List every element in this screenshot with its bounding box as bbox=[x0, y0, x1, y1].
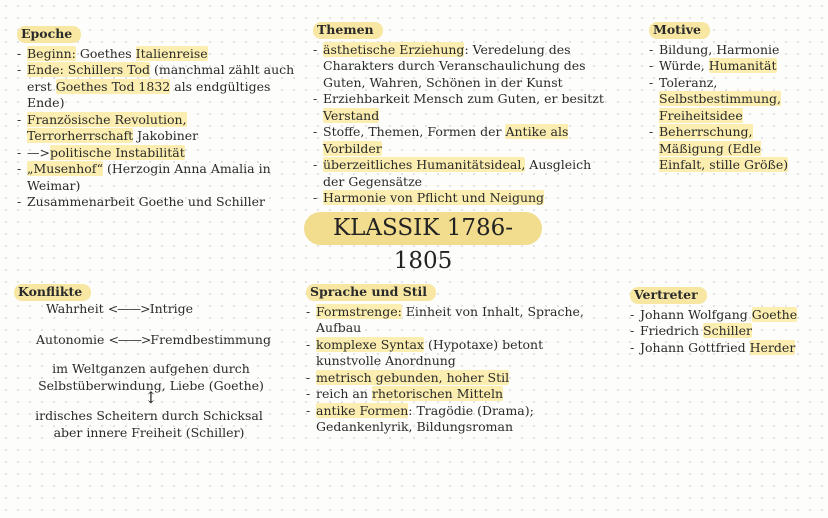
epoche-section bbox=[17, 26, 295, 211]
highlighted-text: Beginn: bbox=[27, 45, 76, 61]
text: Einheit von Inhalt, Sprache, Aufbau bbox=[316, 303, 584, 335]
konflikt-1-right: Intrige bbox=[149, 301, 194, 316]
konflikte-heading: Konflikte bbox=[14, 284, 91, 301]
list-item bbox=[649, 124, 809, 174]
text: Ausgleich der Gegensätze bbox=[323, 157, 592, 189]
list-item bbox=[630, 340, 810, 357]
highlighted-text: überzeitliches Humanitätsideal, bbox=[323, 157, 526, 172]
highlighted-text: Selbstbestimmung, Freiheitsidee bbox=[659, 91, 782, 123]
vertical-double-arrow-icon: ↕ bbox=[144, 388, 158, 407]
highlighted-text: metrisch gebunden, hoher Stil bbox=[316, 369, 510, 385]
vertreter-list bbox=[630, 307, 810, 357]
list-item bbox=[306, 337, 601, 370]
highlighted-text: rhetorischen Mitteln bbox=[371, 386, 503, 401]
konflikte-section bbox=[14, 284, 274, 440]
vertreter-section bbox=[630, 287, 810, 356]
list-item bbox=[17, 161, 295, 194]
text: Friedrich bbox=[640, 323, 704, 338]
motive-section bbox=[649, 22, 809, 174]
highlighted-text: Herder bbox=[749, 339, 796, 355]
highlighted-text: antike Formen bbox=[316, 402, 409, 418]
highlighted-text: Beherrschung, Mäßigung (Edle Einfalt, stille Größe) bbox=[659, 124, 789, 172]
highlighted-text: Goethe bbox=[751, 306, 798, 322]
text: Zusammenarbeit Goethe und Schiller bbox=[27, 194, 265, 209]
text: Erziehbarkeit Mensch zum Guten, er besitzt bbox=[323, 91, 604, 106]
list-item bbox=[306, 370, 601, 387]
text: (manchmal zählt auch erst bbox=[27, 62, 295, 94]
text: reich an bbox=[316, 386, 372, 401]
themen-list bbox=[313, 42, 613, 207]
list-item bbox=[649, 58, 809, 75]
sprache-heading: Sprache und Stil bbox=[306, 284, 436, 301]
sprache-list bbox=[306, 304, 601, 436]
list-item bbox=[313, 124, 613, 157]
text: : Veredelung des Charakters durch Veranschaulichung des Guten, Wahren, Schönen in der Kunst bbox=[323, 41, 586, 90]
vertreter-heading: Vertreter bbox=[630, 287, 707, 304]
text: (Hypotaxe) betont kunstvolle Anordnung bbox=[316, 336, 544, 368]
highlighted-text: Ende: Schillers Tod bbox=[27, 62, 151, 77]
highlighted-text: „Musenhof“ bbox=[27, 161, 104, 176]
highlighted-text: politische Instabilität bbox=[49, 144, 185, 160]
konflikt-schiller: irdisches Scheitern durch Schicksal aber innere Freiheit (Schiller) bbox=[35, 408, 263, 440]
double-arrow-icon: <——> bbox=[108, 332, 151, 347]
konflikt-pair-1 bbox=[46, 301, 193, 318]
highlighted-text: Antike als Vorbilder bbox=[323, 124, 569, 156]
konflikt-pair-2 bbox=[36, 332, 271, 349]
list-item bbox=[306, 304, 601, 337]
text: Toleranz, bbox=[659, 74, 718, 90]
highlighted-text: Verstand bbox=[323, 107, 380, 123]
konflikt-1-left: Wahrheit bbox=[46, 301, 104, 316]
text: Johann Gottfried bbox=[640, 339, 750, 355]
text: : Tragödie (Drama); Gedankenlyrik, Bildungsroman bbox=[316, 402, 534, 434]
list-item bbox=[17, 145, 295, 162]
list-item bbox=[630, 307, 810, 324]
list-item bbox=[306, 403, 601, 436]
text: Jakobiner bbox=[133, 128, 199, 143]
highlighted-text: Italienreise bbox=[135, 45, 208, 61]
text: —> bbox=[27, 144, 50, 160]
themen-section bbox=[313, 22, 613, 207]
list-item bbox=[313, 157, 613, 190]
sprache-section bbox=[306, 284, 601, 436]
highlighted-text: Goethes Tod 1832 bbox=[55, 78, 171, 94]
konflikt-goethe: im Weltganzen aufgehen durch Selbstüberwindung, Liebe (Goethe) bbox=[38, 361, 264, 393]
text: Würde, bbox=[659, 58, 709, 73]
highlighted-text: Formstrenge: bbox=[316, 303, 402, 319]
motive-heading: Motive bbox=[649, 22, 710, 39]
highlighted-text: Harmonie von Pflicht und Neigung bbox=[323, 190, 545, 205]
list-item bbox=[649, 42, 809, 59]
highlighted-text: Humanität bbox=[708, 58, 777, 73]
motive-list bbox=[649, 42, 809, 174]
text: Bildung, Harmonie bbox=[659, 41, 780, 57]
highlighted-text: ästhetische Erziehung bbox=[323, 41, 465, 57]
list-item bbox=[313, 42, 613, 92]
highlighted-text: komplexe Syntax bbox=[316, 336, 424, 352]
themen-heading: Themen bbox=[313, 22, 383, 39]
text: Stoffe, Themen, Formen der bbox=[323, 124, 506, 139]
epoche-heading: Epoche bbox=[17, 26, 81, 43]
list-item bbox=[630, 323, 810, 340]
list-item bbox=[17, 62, 295, 112]
konflikt-2-left: Autonomie bbox=[36, 332, 105, 347]
text: (Herzogin Anna Amalia in Weimar) bbox=[27, 161, 271, 193]
list-item bbox=[17, 194, 295, 211]
text: Goethes bbox=[75, 45, 136, 61]
list-item bbox=[313, 190, 613, 207]
epoche-list bbox=[17, 46, 295, 211]
list-item bbox=[306, 386, 601, 403]
list-item bbox=[313, 91, 613, 124]
text: Johann Wolfgang bbox=[640, 306, 752, 322]
list-item bbox=[649, 75, 809, 125]
highlighted-text: Schiller bbox=[703, 323, 753, 338]
double-arrow-icon: <——> bbox=[107, 301, 150, 316]
page-title: KLASSIK 1786-1805 bbox=[304, 212, 542, 245]
text: als endgültiges Ende) bbox=[27, 78, 271, 110]
konflikt-2-right: Fremdbestimmung bbox=[150, 332, 271, 347]
list-item bbox=[17, 46, 295, 63]
highlighted-text: Französische Revolution, Terrorherrschaft bbox=[27, 111, 187, 143]
list-item bbox=[17, 112, 295, 145]
